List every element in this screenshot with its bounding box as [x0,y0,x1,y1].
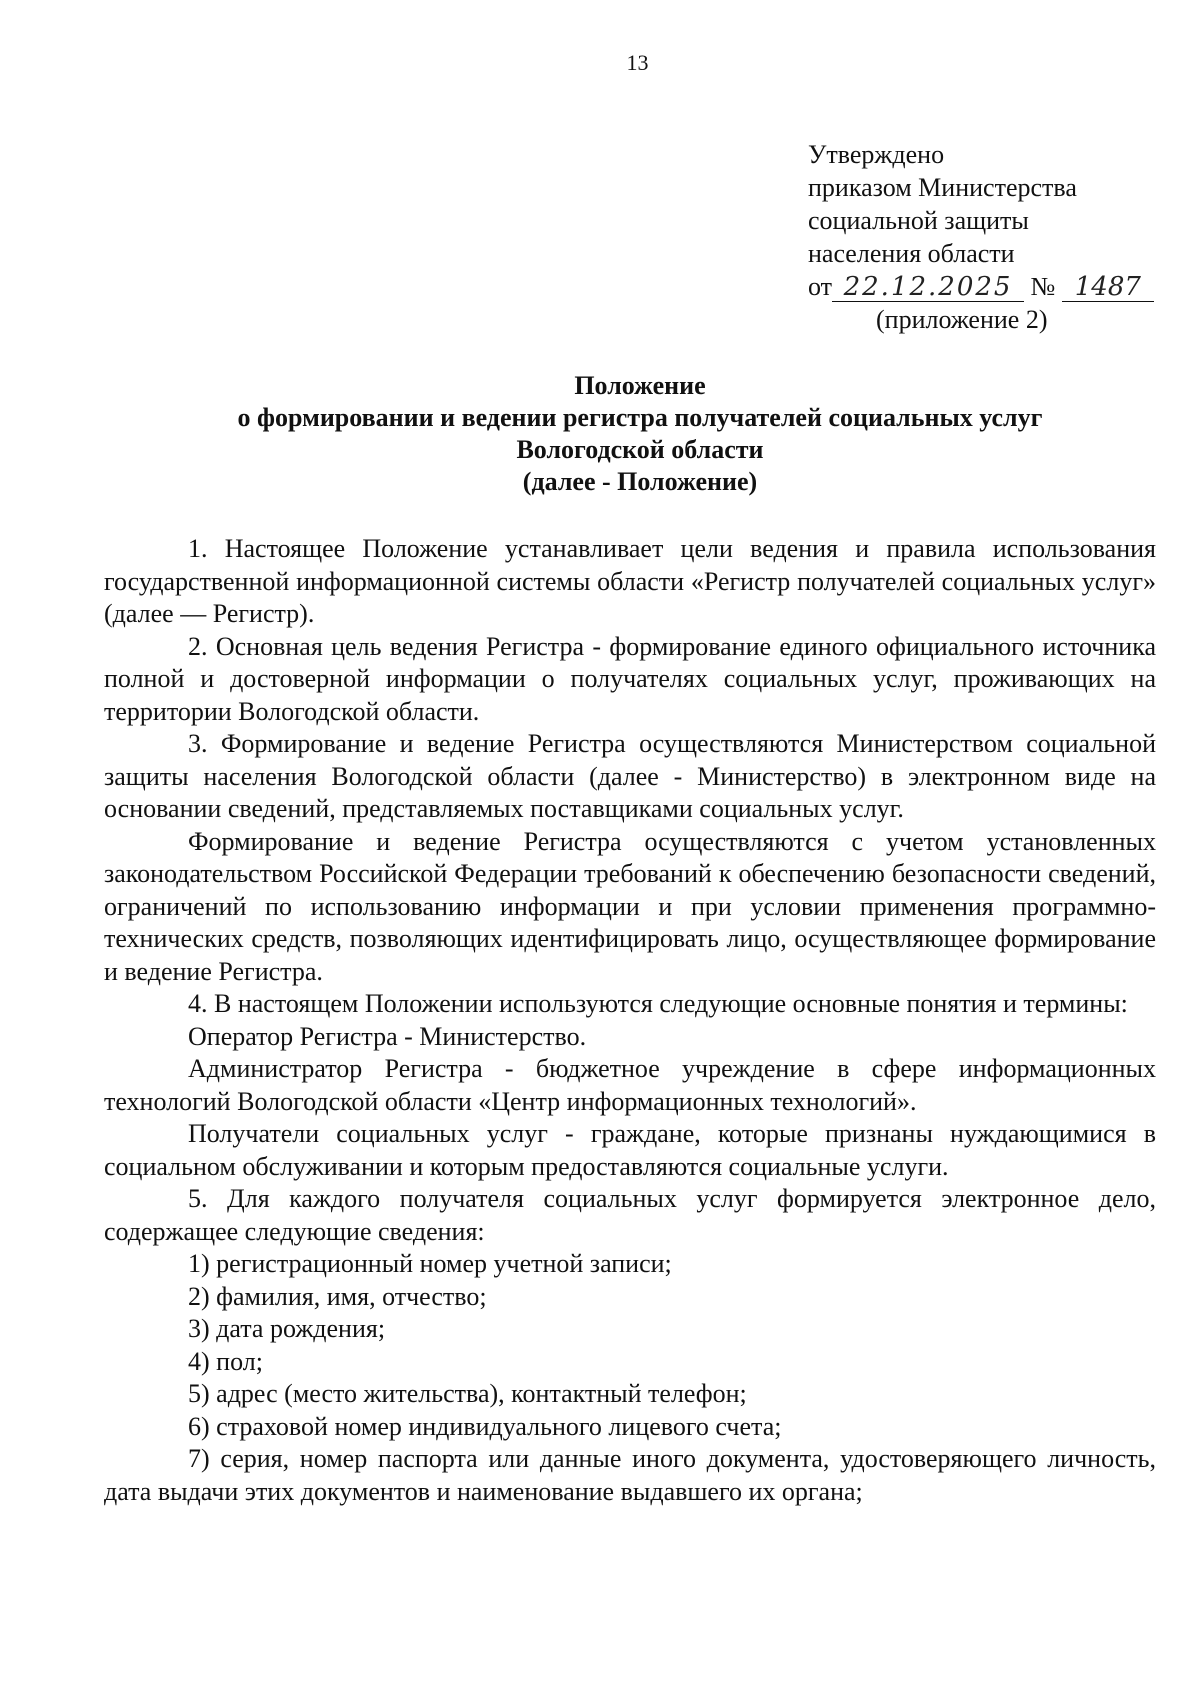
approval-block [808,138,1154,336]
title-line-2: о формировании и ведении регистра получателей социальных услуг [237,403,1043,432]
paragraph-3-cont: Формирование и ведение Регистра осуществляются с учетом установленных законодательством Российской Федерации требований к обеспечению безопасности сведений, ограничений по использованию информации и при условии применения программно-технических средств, позволяющих идентифицировать лицо, осуществляющее формирование и ведение Регистра. [104,826,1156,986]
list-item: 2) фамилия, имя, отчество; [188,1281,487,1311]
list-item: 3) дата рождения; [188,1314,386,1343]
approval-line-1: Утверждено [808,140,945,169]
definition-administrator: Администратор Регистра - бюджетное учреждение в сфере информационных технологий Вологодской области «Центр информационных технологий». [104,1054,1156,1116]
paragraph-3: 3. Формирование и ведение Регистра осуществляются Министерством социальной защиты населения Вологодской области (далее - Министерство) в электронном виде на основании сведений, представляемых поставщиками социальных услуг. [104,729,1156,823]
date-prefix: от [808,272,833,301]
page-number: 13 [626,50,649,75]
title-line-1: Положение [574,371,706,400]
order-number: 1487 [1062,273,1154,302]
definition-recipients: Получатели социальных услуг - граждане, которые признаны нуждающимися в социальном обслуживании и которым предоставляются социальные услуги. [104,1119,1156,1181]
approval-line-4: населения области [808,239,1015,268]
list-item: 5) адрес (место жительства), контактный телефон; [188,1379,747,1408]
title-line-3: Вологодской области [516,435,764,464]
document-title [100,370,1180,498]
list-item: 7) серия, номер паспорта или данные иного документа, удостоверяющего личность, дата выдачи этих документов и наименование выдавшего их органа; [104,1444,1156,1506]
list-item: 1) регистрационный номер учетной записи; [188,1249,672,1278]
appendix-label: (приложение 2) [876,305,1048,334]
approval-line-3: социальной защиты [808,206,1029,235]
list-item: 6) страховой номер индивидуального лицевого счета; [188,1411,782,1441]
title-line-4: (далее - Положение) [522,467,758,496]
order-date: 22.12.2025 [832,273,1024,302]
paragraph-1: 1. Настоящее Положение устанавливает цели ведения и правила использования государственной информационной системы области «Регистр получателей социальных услуг» (далее — Регистр). [104,534,1156,628]
paragraph-5: 5. Для каждого получателя социальных услуг формируется электронное дело, содержащее следующие сведения: [104,1184,1156,1246]
definition-operator: Оператор Регистра - Министерство. [188,1021,587,1051]
document-body [104,533,1156,1508]
paragraph-4: 4. В настоящем Положении используются следующие основные понятия и термины: [188,989,1128,1018]
approval-date-line [808,270,1154,303]
number-prefix: № [1030,272,1056,301]
paragraph-2: 2. Основная цель ведения Регистра - формирование единого официального источника полной и достоверной информации о получателях социальных услуг, проживающих на территории Вологодской области. [104,631,1156,726]
list-item: 4) пол; [188,1346,263,1376]
approval-line-2: приказом Министерства [808,173,1077,202]
